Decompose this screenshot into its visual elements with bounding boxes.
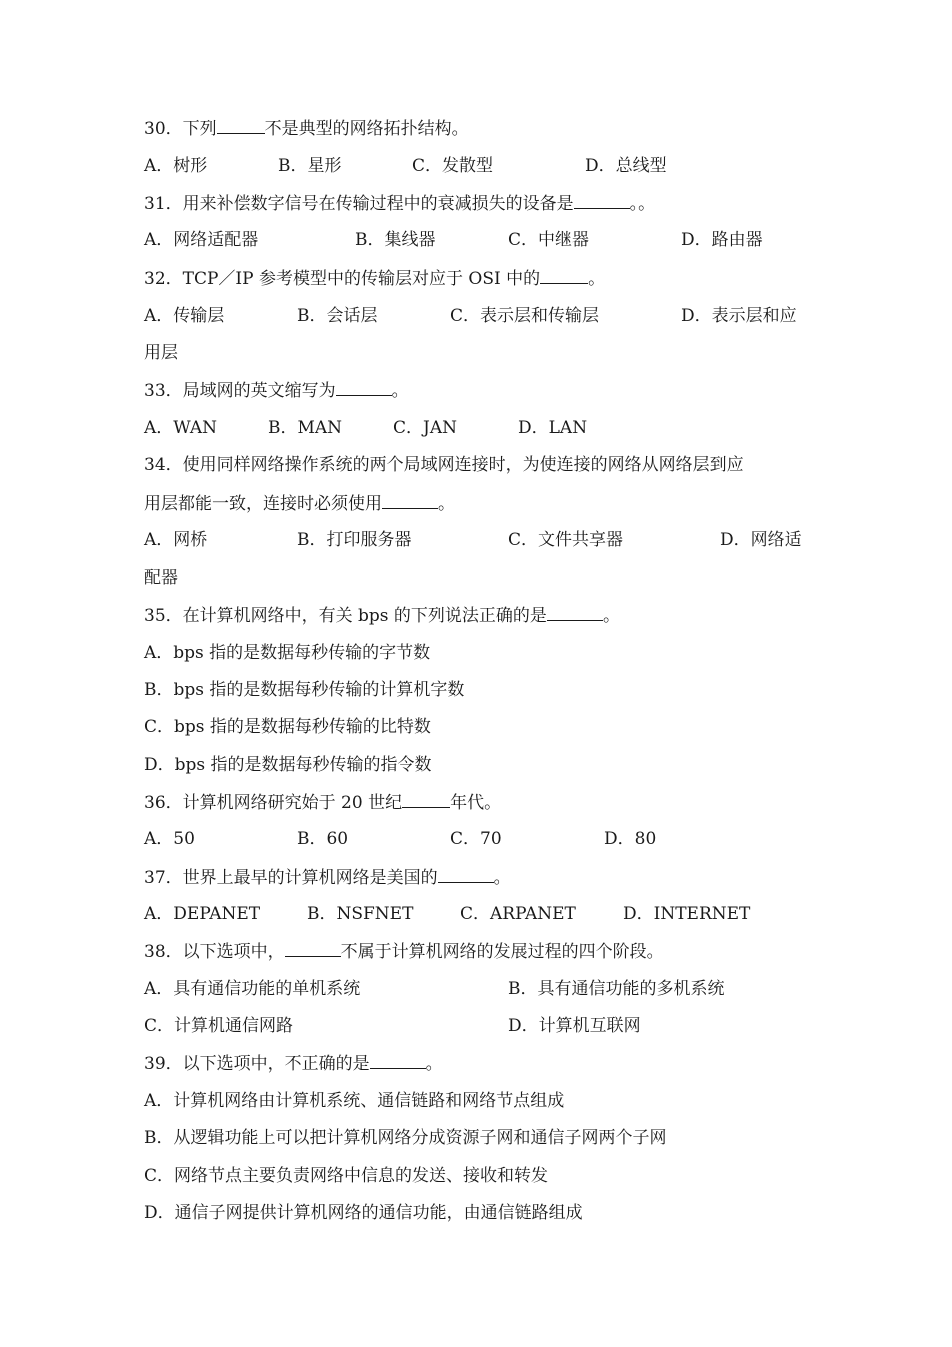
option-a: A．传输层 xyxy=(144,306,225,326)
question-32 xyxy=(144,266,605,290)
option-d: D．总线型 xyxy=(585,156,667,176)
question-text: 38．以下选项中， xyxy=(144,942,285,962)
question-35 xyxy=(144,603,620,627)
options-33 xyxy=(144,416,844,440)
question-text: 30．下列 xyxy=(144,119,217,139)
question-text: 。 xyxy=(588,269,606,289)
options-38-row1 xyxy=(144,977,844,1001)
question-text: 。 xyxy=(391,381,409,401)
answer-blank xyxy=(438,865,494,883)
answer-blank xyxy=(547,603,603,621)
options-36 xyxy=(144,827,844,851)
option-b: B．NSFNET xyxy=(307,904,414,924)
question-text: 33．局域网的英文缩写为 xyxy=(144,381,336,401)
option-c: C．70 xyxy=(450,829,502,849)
question-text: 39．以下选项中，不正确的是 xyxy=(144,1054,370,1074)
option-b: B．会话层 xyxy=(297,306,378,326)
question-39 xyxy=(144,1051,443,1075)
option-b: B．集线器 xyxy=(355,230,436,250)
option-b: B．具有通信功能的多机系统 xyxy=(508,979,725,999)
question-text: 。 xyxy=(425,1054,443,1074)
question-text: 32．TCP／IP 参考模型中的传输层对应于 OSI 中的 xyxy=(144,269,541,289)
option-d: D．表示层和应 xyxy=(681,306,797,326)
answer-blank xyxy=(540,266,588,284)
question-text: 。 xyxy=(438,494,455,514)
option-d-continued: 用层 xyxy=(144,343,178,363)
option-c: C．文件共享器 xyxy=(508,530,624,550)
question-text: 31．用来补偿数字信号在传输过程中的衰减损失的设备是 xyxy=(144,194,574,214)
option-d: D．80 xyxy=(604,829,657,849)
option-b: B．从逻辑功能上可以把计算机网络分成资源子网和通信子网两个子网 xyxy=(144,1128,667,1148)
answer-blank xyxy=(285,939,341,957)
question-text: 。 xyxy=(602,606,620,626)
option-a: A．计算机网络由计算机系统、通信链路和网络节点组成 xyxy=(144,1091,565,1111)
options-34 xyxy=(144,528,844,552)
question-31 xyxy=(144,191,655,215)
options-32 xyxy=(144,304,844,328)
options-37 xyxy=(144,902,844,926)
question-text: 36．计算机网络研究始于 20 世纪 xyxy=(144,793,403,813)
question-text: 不属于计算机网络的发展过程的四个阶段。 xyxy=(340,942,664,962)
question-33 xyxy=(144,378,409,402)
option-a: A．50 xyxy=(144,829,195,849)
question-38 xyxy=(144,939,664,963)
option-b: B．60 xyxy=(297,829,349,849)
option-c: C．表示层和传输层 xyxy=(450,306,600,326)
option-b: B．打印服务器 xyxy=(297,530,412,550)
option-d: D．INTERNET xyxy=(623,904,751,924)
question-34: 34．使用同样网络操作系统的两个局域网连接时，为使连接的网络从网络层到应 xyxy=(144,455,744,475)
option-b: B．bps 指的是数据每秒传输的计算机字数 xyxy=(144,680,465,700)
option-a: A．网桥 xyxy=(144,530,208,550)
option-b: B．MAN xyxy=(268,418,343,438)
option-a: A．网络适配器 xyxy=(144,230,259,250)
option-a: A．树形 xyxy=(144,156,208,176)
option-d: D．网络适 xyxy=(720,530,802,550)
option-c: C．ARPANET xyxy=(460,904,576,924)
options-30 xyxy=(144,154,844,178)
answer-blank xyxy=(370,1051,426,1069)
options-38-row2 xyxy=(144,1014,844,1038)
option-a: A．具有通信功能的单机系统 xyxy=(144,979,361,999)
question-text: 不是典型的网络拓扑结构。 xyxy=(264,119,469,139)
option-d: D．计算机互联网 xyxy=(508,1016,641,1036)
question-text: 37．世界上最早的计算机网络是美国的 xyxy=(144,868,438,888)
option-c: C．发散型 xyxy=(412,156,494,176)
option-c: C．bps 指的是数据每秒传输的比特数 xyxy=(144,717,431,737)
answer-blank xyxy=(336,378,392,396)
option-c: C．中继器 xyxy=(508,230,590,250)
option-c: C．网络节点主要负责网络中信息的发送、接收和转发 xyxy=(144,1166,549,1186)
question-text: 35．在计算机网络中，有关 bps 的下列说法正确的是 xyxy=(144,606,547,626)
question-34-continued xyxy=(144,491,455,515)
option-d-continued: 配器 xyxy=(144,568,178,588)
option-c: C．JAN xyxy=(393,418,457,438)
options-31 xyxy=(144,228,844,252)
question-30 xyxy=(144,116,469,140)
option-b: B．星形 xyxy=(278,156,342,176)
question-text: 。。 xyxy=(629,194,656,214)
question-36 xyxy=(144,790,501,814)
question-37 xyxy=(144,865,511,889)
option-d: D．bps 指的是数据每秒传输的指令数 xyxy=(144,755,432,775)
question-text: 年代。 xyxy=(450,793,502,813)
option-d: D．通信子网提供计算机网络的通信功能，由通信链路组成 xyxy=(144,1203,583,1223)
answer-blank xyxy=(382,491,438,509)
option-a: A．WAN xyxy=(144,418,218,438)
answer-blank xyxy=(574,191,630,209)
option-d: D．LAN xyxy=(518,418,588,438)
answer-blank xyxy=(402,790,450,808)
option-a: A．DEPANET xyxy=(144,904,261,924)
option-d: D．路由器 xyxy=(681,230,763,250)
answer-blank xyxy=(217,116,265,134)
option-a: A．bps 指的是数据每秒传输的字节数 xyxy=(144,643,431,663)
question-text: 。 xyxy=(493,868,511,888)
option-c: C．计算机通信网路 xyxy=(144,1016,294,1036)
question-text: 用层都能一致，连接时必须使用 xyxy=(144,494,382,514)
